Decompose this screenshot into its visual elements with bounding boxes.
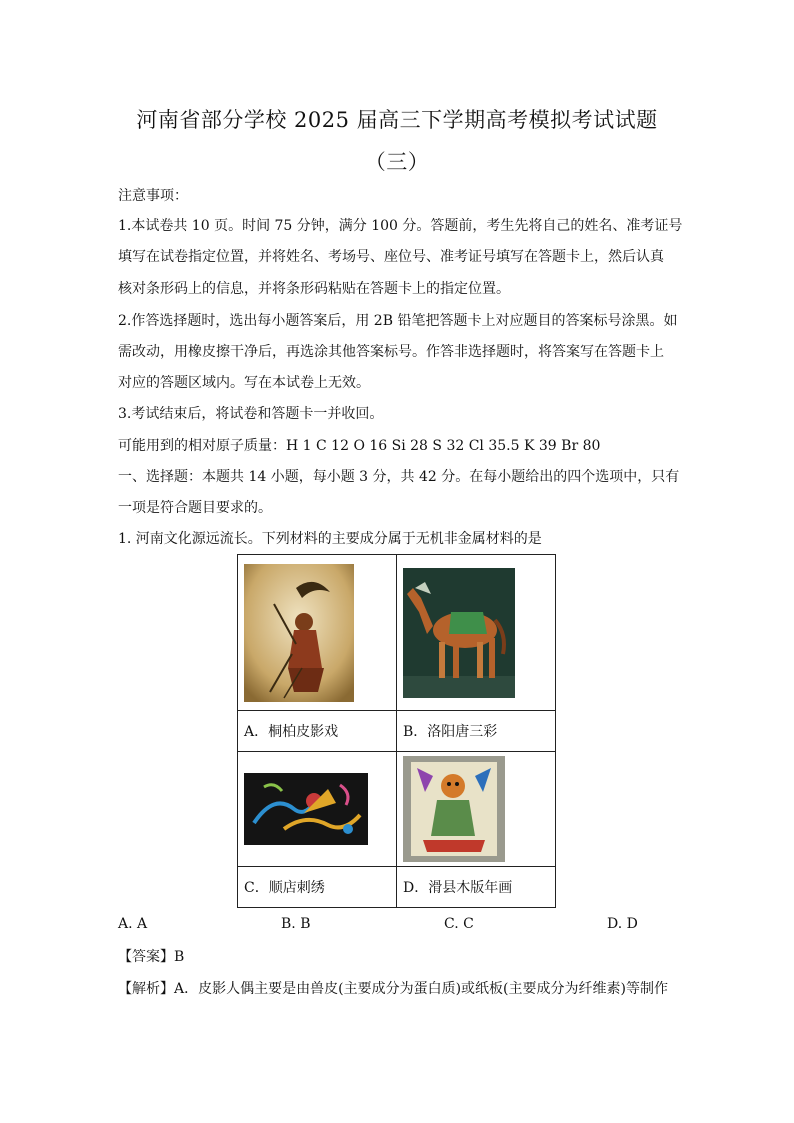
shadow-puppet-image — [244, 564, 354, 702]
choice-c[interactable]: C. C — [444, 916, 474, 932]
notice-line: 1.本试卷共 10 页。时间 75 分钟，满分 100 分。答题前，考生先将自己的姓名、准考证号 — [118, 218, 683, 234]
choice-d[interactable]: D. D — [607, 916, 638, 932]
tang-sancai-horse-image — [403, 568, 515, 698]
notice-line: 核对条形码上的信息，并将条形码粘贴在答题卡上的指定位置。 — [118, 281, 510, 297]
notice-line: 填写在试卷指定位置，并将姓名、考场号、座位号、准考证号填写在答题卡上，然后认真 — [118, 249, 664, 265]
choice-a[interactable]: A. A — [118, 916, 148, 932]
notice-line: 3.考试结束后，将试卷和答题卡一并收回。 — [118, 406, 384, 422]
option-a-label: A．桐柏皮影戏 — [238, 711, 397, 752]
option-c-image-cell — [238, 752, 397, 867]
option-d-label: D．滑县木版年画 — [397, 867, 556, 908]
answer-line: 【答案】B — [118, 949, 185, 965]
section-heading: 一、选择题：本题共 14 小题，每小题 3 分，共 42 分。在每小题给出的四个选项中，只有 — [118, 469, 680, 485]
section-heading-cont: 一项是符合题目要求的。 — [118, 500, 272, 516]
question-stem: 1. 河南文化源远流长。下列材料的主要成分属于无机非金属材料的是 — [118, 531, 542, 547]
page-subtitle: （三） — [364, 150, 430, 174]
option-b-image-cell — [397, 555, 556, 711]
page-title: 河南省部分学校 2025 届高三下学期高考模拟考试试题 — [136, 108, 658, 132]
embroidery-image — [244, 773, 368, 845]
notice-heading: 注意事项： — [118, 188, 188, 204]
option-c-label: C．顺店刺绣 — [238, 867, 397, 908]
option-d-image-cell — [397, 752, 556, 867]
choice-b[interactable]: B. B — [281, 916, 311, 932]
notice-line: 需改动，用橡皮擦干净后，再选涂其他答案标号。作答非选择题时，将答案写在答题卡上 — [118, 344, 664, 360]
notice-line: 对应的答题区域内。写在本试卷上无效。 — [118, 375, 370, 391]
option-a-image-cell — [238, 555, 397, 711]
woodblock-print-image — [403, 756, 505, 862]
analysis-line: 【解析】A．皮影人偶主要是由兽皮(主要成分为蛋白质)或纸板(主要成分为纤维素)等制作 — [118, 981, 668, 997]
atomic-mass-line: 可能用到的相对原子质量：H 1 C 12 O 16 Si 28 S 32 Cl 35.5 K 39 Br 80 — [118, 438, 601, 454]
options-table — [237, 554, 556, 908]
option-b-label: B．洛阳唐三彩 — [397, 711, 556, 752]
notice-line: 2.作答选择题时，选出每小题答案后，用 2B 铅笔把答题卡上对应题目的答案标号涂黑。如 — [118, 313, 678, 329]
